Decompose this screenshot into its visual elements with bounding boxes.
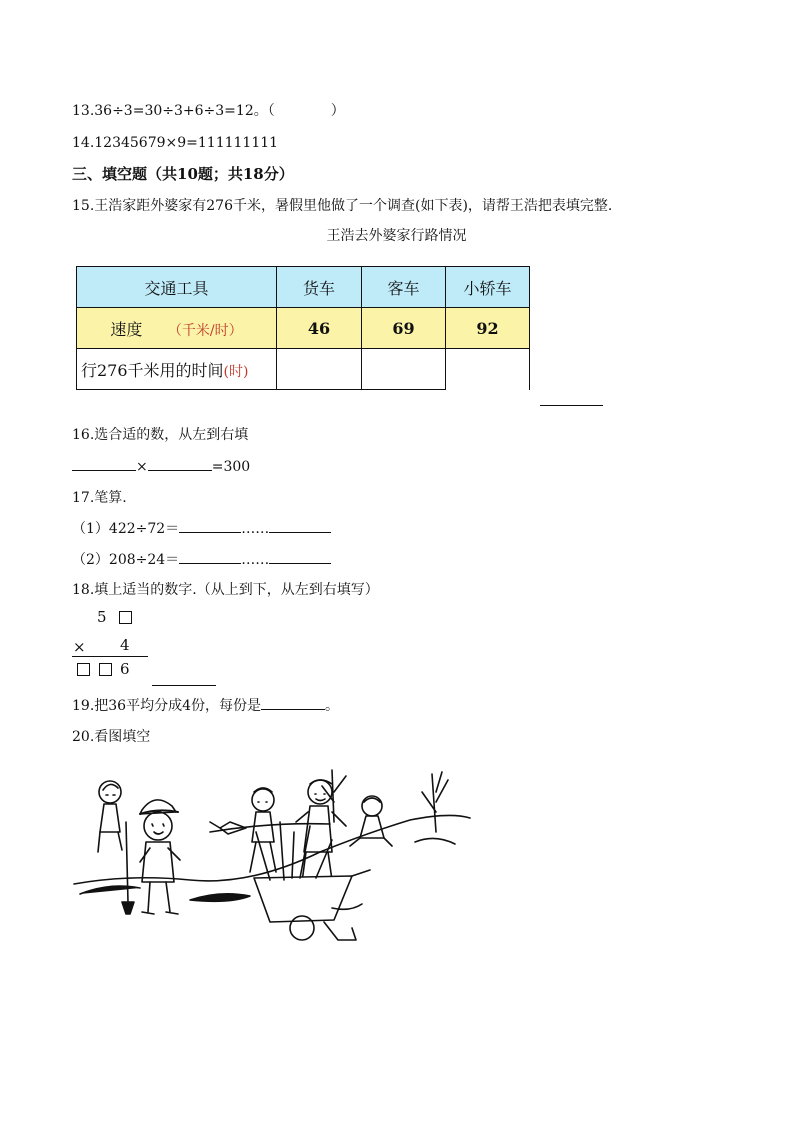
digit-box[interactable]: [77, 663, 90, 676]
question-18: 18.填上适当的数字.（从上到下，从左到右填写）: [72, 582, 379, 598]
question-16: 16.选合适的数，从左到右填: [72, 427, 249, 443]
item-label: （2）208÷24＝: [72, 552, 180, 568]
question-15: 15.王浩家距外婆家有276千米，暑假里他做了一个调查(如下表)，请帮王浩把表填完整.: [72, 198, 613, 214]
table-header-cell: 货车: [277, 267, 362, 308]
question-13-close: ）: [330, 103, 345, 119]
multiplication-line: [72, 656, 148, 657]
question-13: [72, 101, 345, 121]
answer-blank[interactable]: [540, 405, 603, 406]
speed-unit: （千米/时）: [167, 322, 243, 339]
time-label: 行276千米用的时间: [81, 360, 224, 380]
table-header-cell: 客车: [362, 267, 446, 308]
times-sign: ×: [136, 459, 148, 475]
question-17-item-1: [72, 518, 331, 539]
question-14: [72, 133, 278, 153]
table-header-cell: 交通工具: [77, 267, 277, 308]
quotient-blank[interactable]: [179, 518, 241, 533]
digit-box[interactable]: [119, 611, 132, 624]
question-19-text: 19.把36平均分成4份，每份是: [72, 698, 261, 714]
tree-planting-illustration: [70, 762, 474, 947]
item-label: （1）422÷72＝: [72, 521, 180, 537]
remainder-dots: ……: [241, 521, 270, 537]
top-digit: 5: [97, 608, 107, 626]
question-19: [72, 695, 339, 716]
speed-row: [77, 308, 530, 349]
travel-table: [76, 266, 530, 390]
time-label-cell: [77, 349, 277, 390]
answer-blank[interactable]: [152, 685, 216, 686]
answer-blank[interactable]: [72, 456, 136, 471]
digit-box[interactable]: [99, 663, 112, 676]
speed-value-cell: 92: [446, 308, 530, 349]
speed-value-cell: 46: [277, 308, 362, 349]
time-answer-cell[interactable]: [277, 349, 362, 390]
question-16-answer: [72, 456, 250, 477]
answer-blank[interactable]: [261, 695, 325, 710]
question-17-item-2: [72, 549, 331, 570]
speed-label: 速度: [110, 319, 143, 339]
speed-value-cell: 69: [362, 308, 446, 349]
remainder-blank[interactable]: [269, 549, 331, 564]
time-row: [77, 349, 530, 390]
remainder-blank[interactable]: [269, 518, 331, 533]
table-header-cell: 小轿车: [446, 267, 530, 308]
question-17: 17.笔算.: [72, 490, 127, 506]
table-header-row: [77, 267, 530, 308]
question-13-text: 13.36÷3=30÷3+6÷3=12。（: [72, 103, 275, 119]
multiply-sign: ×: [73, 638, 86, 656]
time-unit: (时): [223, 363, 249, 380]
time-answer-cell[interactable]: [446, 349, 530, 390]
question-20: 20.看图填空: [72, 729, 151, 745]
remainder-dots: ……: [241, 552, 270, 568]
equals-result: =300: [211, 459, 251, 475]
question-14-text: 14.12345679×9=111111111: [72, 135, 279, 151]
time-answer-cell[interactable]: [362, 349, 446, 390]
product-digit: 6: [120, 660, 130, 678]
table-caption: 王浩去外婆家行路情况: [326, 228, 467, 244]
speed-label-cell: [77, 308, 277, 349]
section-3-heading: 三、填空题（共10题；共18分）: [72, 165, 294, 183]
quotient-blank[interactable]: [179, 549, 241, 564]
multiplier-digit: 4: [120, 636, 130, 654]
answer-blank[interactable]: [148, 456, 212, 471]
question-19-end: 。: [325, 698, 339, 714]
